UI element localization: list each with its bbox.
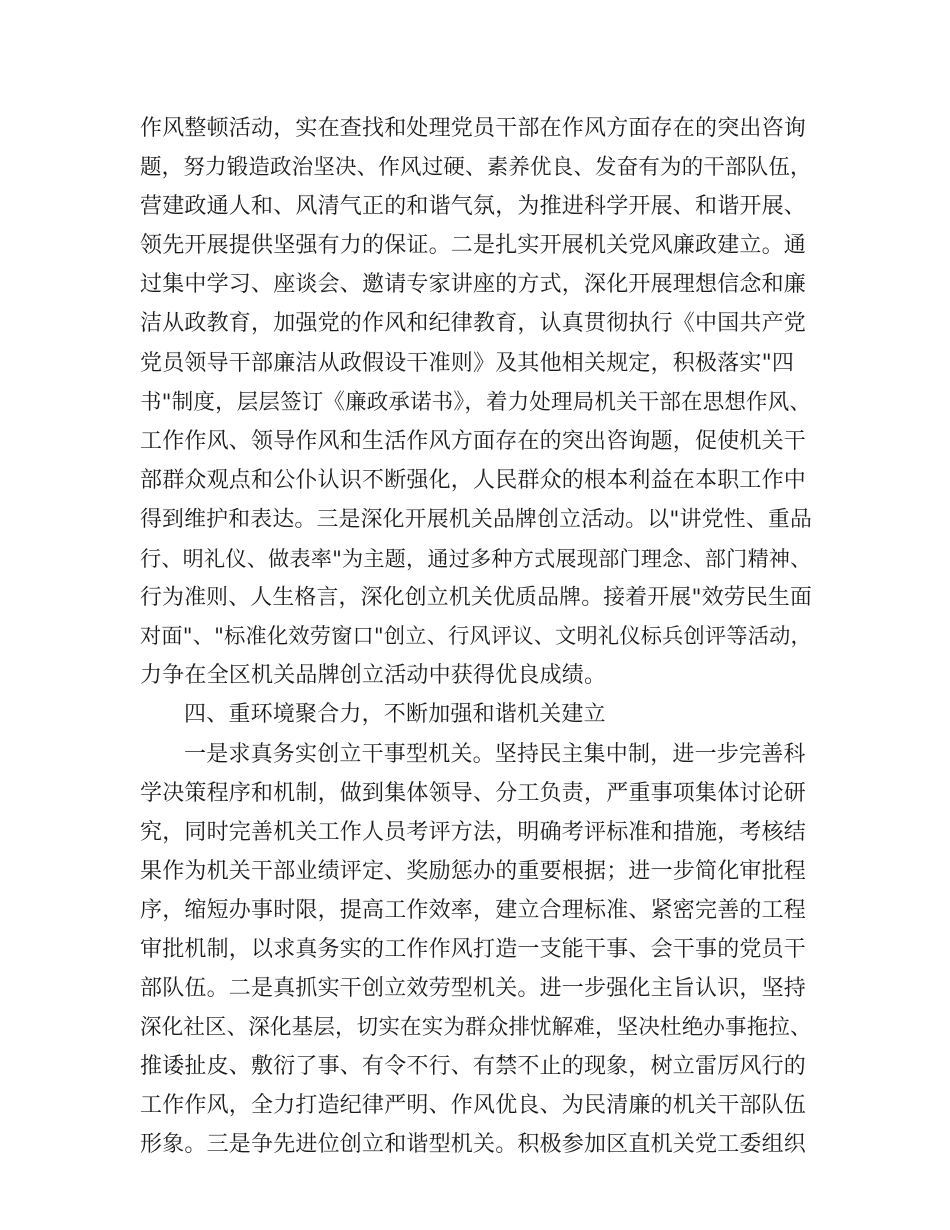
body-line: 序，缩短办事时限，提高工作效率，建立合理标准、紧密完善的工程 — [140, 897, 807, 923]
body-line: 形象。三是争先进位创立和谐型机关。积极参加区直机关党工委组织 — [140, 1132, 807, 1158]
body-line: 书"制度，层层签订《廉政承诺书》，着力处理局机关干部在思想作风、 — [140, 389, 812, 415]
body-line: 推诿扯皮、敷衍了事、有令不行、有禁不止的现象，树立雷厉风行的 — [140, 1054, 807, 1080]
body-line: 党员领导干部廉洁从政假设干准则》及其他相关规定，积极落实"四 — [140, 350, 795, 376]
body-line: 营建政通人和、风清气正的和谐气氛，为推进科学开展、和谐开展、 — [140, 194, 807, 220]
body-line: 力争在全区机关品牌创立活动中获得优良成绩。 — [140, 663, 607, 689]
body-line: 行、明礼仪、做表率"为主题，通过多种方式展现部门理念、部门精神、 — [140, 546, 812, 572]
body-line: 部队伍。二是真抓实干创立效劳型机关。进一步强化主旨认识，坚持 — [140, 976, 807, 1002]
body-line: 审批机制，以求真务实的工作作风打造一支能干事、会干事的党员干 — [140, 936, 807, 962]
body-line: 工作作风、领导作风和生活作风方面存在的突出咨询题，促使机关干 — [140, 428, 807, 454]
body-line: 洁从政教育，加强党的作风和纪律教育，认真贯彻执行《中国共产党 — [140, 311, 807, 337]
body-line: 果作为机关干部业绩评定、奖励惩办的重要根据；进一步简化审批程 — [140, 858, 807, 884]
body-line: 学决策程序和机制，做到集体领导、分工负责，严重事项集体讨论研 — [140, 780, 807, 806]
section-heading: 四、重环境聚合力，不断加强和谐机关建立 — [184, 702, 606, 728]
body-line: 究，同时完善机关工作人员考评方法，明确考评标准和措施，考核结 — [140, 819, 807, 845]
document-body — [140, 109, 812, 1165]
body-line: 过集中学习、座谈会、邀请专家讲座的方式，深化开展理想信念和廉 — [140, 272, 807, 298]
body-line: 部群众观点和公仆认识不断强化，人民群众的根本利益在本职工作中 — [140, 467, 807, 493]
body-line: 一是求真务实创立干事型机关。坚持民主集中制，进一步完善科 — [184, 741, 806, 767]
body-line: 作风整顿活动，实在查找和处理党员干部在作风方面存在的突出咨询 — [140, 116, 807, 141]
body-line: 题，努力锻造政治坚决、作风过硬、素养优良、发奋有为的干部队伍， — [140, 155, 812, 181]
body-line: 领先开展提供坚强有力的保证。二是扎实开展机关党风廉政建立。通 — [140, 233, 807, 259]
body-line: 深化社区、深化基层，切实在实为群众排忧解难，坚决杜绝办事拖拉、 — [140, 1015, 812, 1041]
body-line: 对面"、"标准化效劳窗口"创立、行风评议、文明礼仪标兵创评等活动， — [140, 624, 812, 650]
body-line: 行为准则、人生格言，深化创立机关优质品牌。接着开展"效劳民生面 — [140, 585, 813, 611]
body-line: 得到维护和表达。三是深化开展机关品牌创立活动。以"讲党性、重品 — [140, 506, 813, 532]
body-line: 工作作风，全力打造纪律严明、作风优良、为民清廉的机关干部队伍 — [140, 1093, 807, 1119]
